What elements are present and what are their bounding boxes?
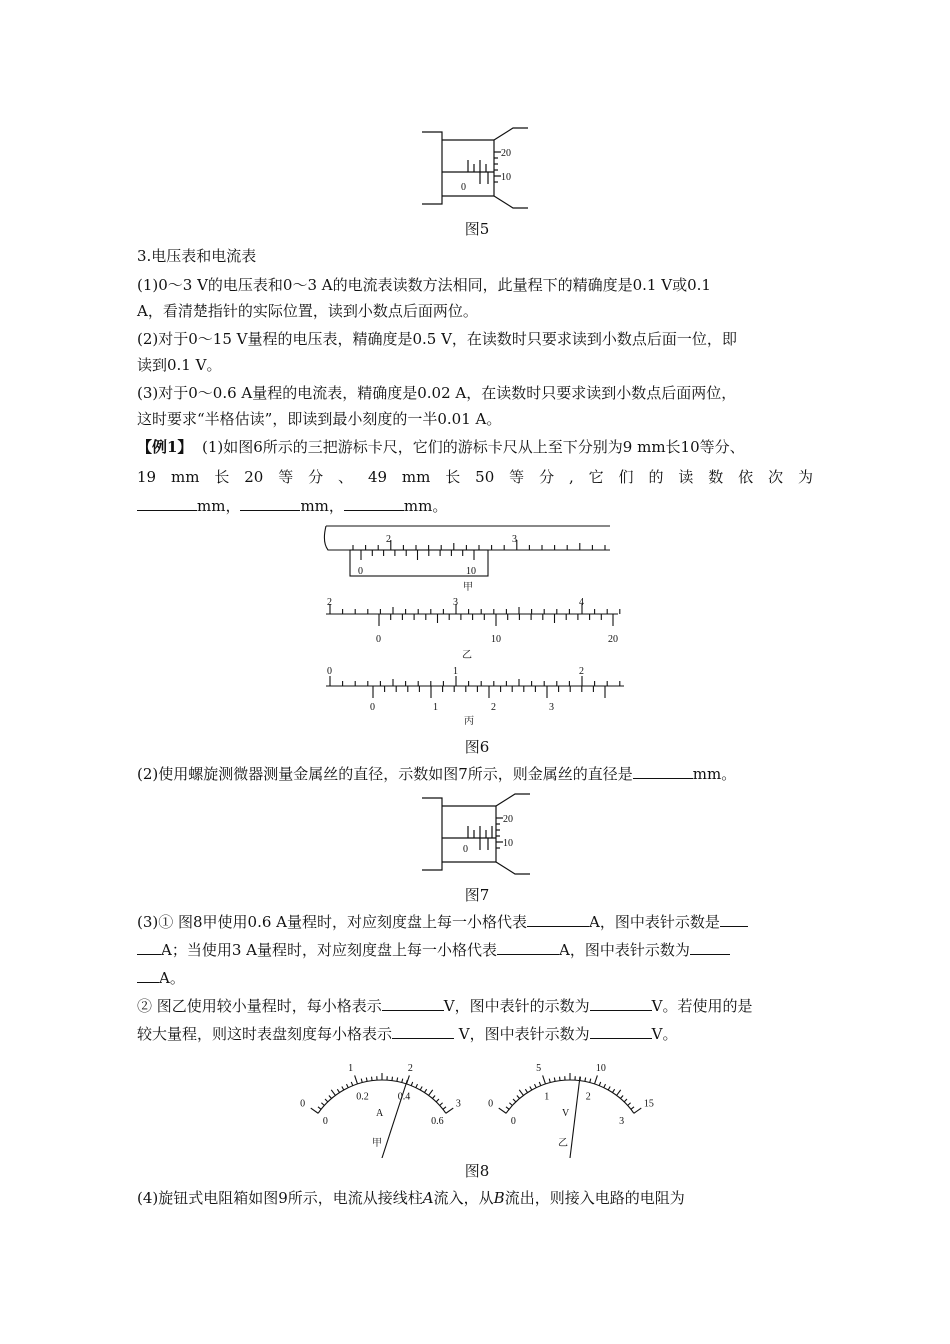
ammeter-inner-label: 0 <box>322 1116 328 1128</box>
example-line-2 <box>137 467 813 487</box>
unit-text: mm。 <box>403 497 448 515</box>
question-3-line-4 <box>137 996 752 1016</box>
scale-tick <box>506 1107 509 1109</box>
scale-tick <box>634 1108 641 1113</box>
unit-text: mm。 <box>692 765 737 783</box>
example-word: 的 <box>648 468 664 486</box>
scale-tick <box>517 1095 520 1098</box>
fig7-sleeve-zero: 0 <box>463 844 468 855</box>
example-word: 19 <box>137 468 157 486</box>
example-word: 分 <box>539 468 555 486</box>
scale-tick <box>346 1084 348 1088</box>
terminal-b: B <box>493 1189 505 1207</box>
scale-tick <box>311 1108 318 1113</box>
scale-tick <box>318 1107 321 1109</box>
scale-tick <box>554 1078 555 1082</box>
scale-tick <box>432 1095 435 1098</box>
scale-tick <box>560 1077 561 1081</box>
question-2-text: (2)使用螺旋测微器测量金属丝的直径，示数如图7所示，则金属丝的直径是 <box>137 765 633 783</box>
voltmeter-outer-label: 15 <box>643 1098 654 1110</box>
scale-tick <box>342 1087 344 1090</box>
scale-tick <box>525 1089 527 1092</box>
scale-tick <box>397 1078 398 1082</box>
scale-tick <box>595 1075 598 1084</box>
para-1a: (1)0～3 V的电压表和0～3 A的电流表读数方法相同，此量程下的精确度是0.1 V或0.1 <box>137 276 711 294</box>
scale-tick <box>321 1103 324 1106</box>
scale-tick <box>604 1084 606 1088</box>
ammeter-inner-label: 0.6 <box>431 1116 444 1128</box>
question-3-line-2 <box>137 940 730 960</box>
answer-blank[interactable] <box>392 1024 454 1039</box>
fig7-caption: 图7 <box>464 886 490 904</box>
q4-text: (4)旋钮式电阻箱如图9所示，电流从接线柱 <box>137 1189 423 1207</box>
answer-blank[interactable] <box>382 996 444 1011</box>
section-heading: 3.电压表和电流表 <box>137 247 257 265</box>
yi-vernier-20: 20 <box>608 634 618 645</box>
para-2b: 读到0.1 V。 <box>137 356 222 374</box>
scale-tick <box>585 1078 586 1082</box>
yi-main-3: 3 <box>453 597 458 608</box>
q3-text: A。 <box>159 969 185 987</box>
bing-vernier-2: 2 <box>491 702 496 713</box>
example-word: 分 <box>308 468 324 486</box>
bing-main-0: 0 <box>327 666 332 677</box>
scale-tick <box>624 1099 627 1102</box>
fig5-scale-10: 10 <box>501 172 511 183</box>
answer-blank[interactable] <box>137 940 161 955</box>
figure-5-micrometer <box>418 126 548 211</box>
voltmeter-inner-label: 0 <box>510 1116 516 1128</box>
voltmeter-dial-arc <box>506 1080 634 1113</box>
figure-7-micrometer <box>418 792 548 877</box>
jia-main-2: 2 <box>386 534 391 545</box>
unit-text: mm， <box>300 497 344 515</box>
fig6-caption: 图6 <box>464 738 490 756</box>
scale-tick <box>608 1087 610 1090</box>
voltmeter-inner-label: 3 <box>619 1116 625 1128</box>
ammeter-label: 甲 <box>372 1138 382 1149</box>
q4-text: 流出，则接入电路的电阻为 <box>504 1189 685 1207</box>
scale-tick <box>355 1075 358 1084</box>
figure-8-meters <box>290 1058 670 1158</box>
scale-tick <box>530 1087 532 1090</box>
bing-main-2: 2 <box>579 666 584 677</box>
scale-tick <box>446 1108 453 1113</box>
scale-tick <box>392 1077 393 1081</box>
scale-tick <box>617 1090 621 1096</box>
yi-vernier-10: 10 <box>491 634 501 645</box>
fig7-scale-20: 20 <box>503 814 513 825</box>
jia-vernier-0: 0 <box>358 566 363 577</box>
scale-tick <box>325 1099 328 1102</box>
scale-tick <box>361 1079 362 1083</box>
scale-tick <box>436 1099 439 1102</box>
q3-text: ② 图乙使用较小量程时，每小格表示 <box>137 997 382 1015</box>
scale-tick <box>420 1087 422 1090</box>
scale-tick <box>519 1090 523 1096</box>
scale-tick <box>599 1082 600 1086</box>
example-word: 49 <box>367 468 388 486</box>
terminal-a: A <box>422 1189 434 1207</box>
bing-vernier-0: 0 <box>370 702 375 713</box>
question-4 <box>137 1188 685 1208</box>
example-word: mm <box>170 468 200 486</box>
para-3a: (3)对于0～0.6 A量程的电流表，精确度是0.02 A，在读数时只要求读到小数点后面两位， <box>137 384 737 402</box>
para-1b: A，看清楚指针的实际位置，读到小数点后面两位。 <box>137 302 478 320</box>
question-2 <box>137 764 736 784</box>
scale-tick <box>612 1089 614 1092</box>
scale-tick <box>351 1082 352 1086</box>
bing-vernier-1: 1 <box>433 702 438 713</box>
answer-blank[interactable] <box>590 996 652 1011</box>
ammeter-outer-label: 1 <box>348 1062 354 1074</box>
ammeter-outer-label: 3 <box>455 1098 461 1110</box>
fig5-scale-20: 20 <box>501 148 511 159</box>
scale-tick <box>539 1082 540 1086</box>
example-word: 数 <box>708 468 724 486</box>
bing-label: 丙 <box>464 716 474 727</box>
example-word: 长 <box>214 468 230 486</box>
scale-tick <box>534 1084 536 1088</box>
example-word: 50 <box>475 468 495 486</box>
voltmeter-unit: V <box>562 1108 570 1119</box>
example-word: 20 <box>244 468 264 486</box>
answer-blank[interactable] <box>137 968 159 983</box>
bing-vernier-3: 3 <box>549 702 554 713</box>
example-line-1 <box>137 437 745 457</box>
q3-text: V。若使用的是 <box>651 997 753 1015</box>
scale-tick <box>424 1089 426 1092</box>
scale-tick <box>509 1103 512 1106</box>
fig8-caption: 图8 <box>464 1162 490 1180</box>
fig5-caption: 图5 <box>464 220 490 238</box>
scale-tick <box>366 1078 367 1082</box>
q3-text: 较大量程，则这时表盘刻度每小格表示 <box>137 1025 393 1043</box>
ammeter-unit: A <box>376 1108 384 1119</box>
voltmeter-inner-label: 2 <box>585 1091 591 1103</box>
scale-tick <box>631 1107 634 1109</box>
q3-text: A，图中表针示数是 <box>589 913 720 931</box>
scale-tick <box>429 1090 433 1096</box>
example-word: 、 <box>338 468 354 486</box>
answer-blank[interactable] <box>497 940 559 955</box>
yi-label: 乙 <box>462 650 472 661</box>
answer-blank[interactable] <box>527 912 589 927</box>
scale-tick <box>372 1077 373 1081</box>
example-word: 为 <box>797 468 813 486</box>
para-3b: 这时要求“半格估读”，即读到最小刻度的一半0.01 A。 <box>137 410 502 428</box>
question-3-line-5 <box>137 1024 677 1044</box>
ammeter-outer-label: 0 <box>300 1098 306 1110</box>
yi-main-4: 4 <box>579 597 584 608</box>
scale-tick <box>590 1079 591 1083</box>
q3-text: A，图中表针示数为 <box>558 941 690 959</box>
scale-tick <box>549 1079 550 1083</box>
question-3-line-3 <box>137 968 185 988</box>
scale-tick <box>443 1107 446 1109</box>
jia-main-3: 3 <box>512 534 517 545</box>
example-word: 们 <box>618 468 634 486</box>
scale-tick <box>329 1095 332 1098</box>
answer-blank[interactable] <box>633 764 693 779</box>
fig5-sleeve-zero: 0 <box>461 182 466 193</box>
jia-label: 甲 <box>463 582 473 593</box>
unit-text: mm， <box>197 497 241 515</box>
example-tag: 【例1】 <box>137 438 193 456</box>
example-word: 次 <box>768 468 784 486</box>
bing-main-1: 1 <box>453 666 458 677</box>
example-word: 它 <box>588 468 604 486</box>
fig7-scale-10: 10 <box>503 838 513 849</box>
answer-blank[interactable] <box>720 912 748 927</box>
example-word: mm <box>401 468 431 486</box>
example-word: 等 <box>278 468 294 486</box>
example-text-1: (1)如图6所示的三把游标卡尺，它们的游标卡尺从上至下分别为9 mm长10等分、 <box>201 438 745 456</box>
figure-6-calipers <box>318 522 636 732</box>
example-line-3 <box>137 496 447 516</box>
answer-blank[interactable] <box>240 496 300 511</box>
scale-tick <box>337 1089 339 1092</box>
scale-tick <box>331 1090 335 1096</box>
para-2a: (2)对于0～15 V量程的电压表，精确度是0.5 V，在读数时只要求读到小数点后面一位，即 <box>137 330 737 348</box>
answer-blank[interactable] <box>344 496 404 511</box>
voltmeter-outer-label: 0 <box>488 1098 494 1110</box>
yi-main-2: 2 <box>327 597 332 608</box>
answer-blank[interactable] <box>137 496 197 511</box>
ammeter-inner-label: 0.4 <box>397 1091 411 1103</box>
q3-text: A；当使用3 A量程时，对应刻度盘上每一小格代表 <box>161 941 497 959</box>
voltmeter-label: 乙 <box>558 1138 568 1149</box>
q3-text: V，图中表针示数为 <box>454 1025 590 1043</box>
ammeter-outer-label: 2 <box>407 1062 413 1074</box>
ammeter-inner-label: 0.2 <box>356 1091 369 1103</box>
scale-tick <box>543 1075 546 1084</box>
scale-tick <box>620 1095 623 1098</box>
scale-tick <box>416 1084 418 1088</box>
example-word: 等 <box>509 468 525 486</box>
yi-vernier-0: 0 <box>376 634 381 645</box>
scale-tick <box>402 1079 403 1083</box>
question-3-line-1 <box>137 912 748 932</box>
scale-tick <box>628 1103 631 1106</box>
voltmeter-needle <box>569 1077 580 1158</box>
scale-tick <box>440 1103 443 1106</box>
jia-vernier-10: 10 <box>466 566 476 577</box>
voltmeter-inner-label: 1 <box>544 1091 550 1103</box>
q3-text: V，图中表针的示数为 <box>443 997 590 1015</box>
q3-text: (3)① 图8甲使用0.6 A量程时，对应刻度盘上每一小格代表 <box>137 913 528 931</box>
scale-tick <box>499 1108 506 1113</box>
scale-tick <box>411 1082 412 1086</box>
voltmeter-outer-label: 10 <box>595 1062 606 1074</box>
example-word: 依 <box>738 468 754 486</box>
q4-text: 流入，从 <box>433 1189 494 1207</box>
example-word: 读 <box>678 468 694 486</box>
answer-blank[interactable] <box>690 940 730 955</box>
example-word: , <box>568 468 574 486</box>
scale-tick <box>513 1099 516 1102</box>
voltmeter-outer-label: 5 <box>536 1062 542 1074</box>
example-word: 长 <box>445 468 461 486</box>
answer-blank[interactable] <box>590 1024 652 1039</box>
q3-text: V。 <box>651 1025 678 1043</box>
